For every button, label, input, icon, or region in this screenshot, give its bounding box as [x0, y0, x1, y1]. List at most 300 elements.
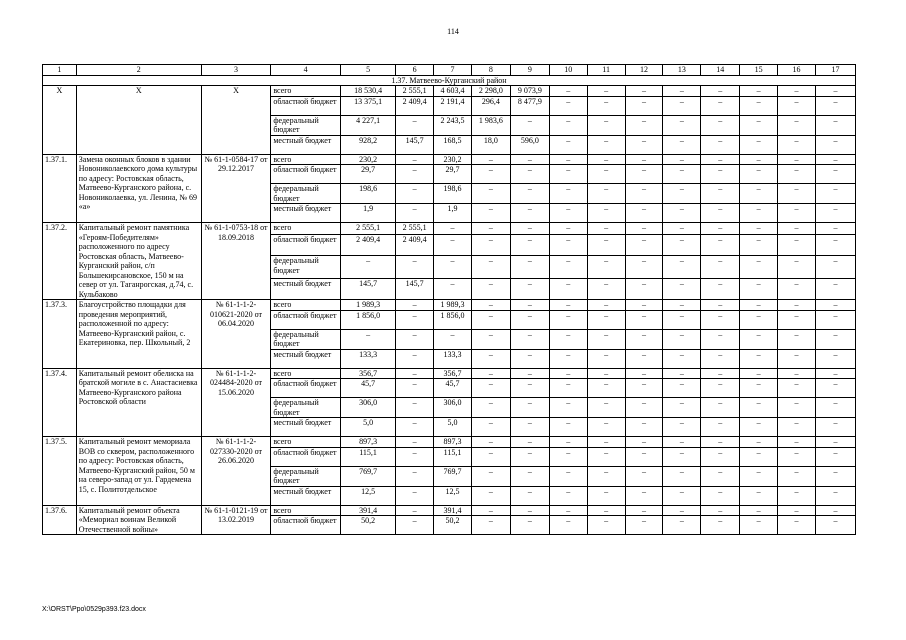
amount-cell: – — [587, 300, 625, 311]
amount-cell: – — [625, 516, 663, 535]
amount-cell: – — [815, 466, 855, 486]
amount-cell: – — [663, 300, 701, 311]
amount-cell: – — [701, 505, 740, 516]
funding-source: областной бюджет — [271, 310, 341, 329]
amount-cell: – — [471, 516, 510, 535]
amount-cell: – — [815, 516, 855, 535]
amount-cell: – — [549, 96, 587, 115]
amount-cell: – — [549, 278, 587, 299]
amount-cell: – — [815, 379, 855, 398]
amount-cell: 45,7 — [340, 379, 395, 398]
amount-cell: – — [701, 310, 740, 329]
amount-cell: – — [549, 165, 587, 184]
amount-cell: – — [740, 204, 778, 223]
amount-cell: – — [549, 234, 587, 255]
amount-cell: – — [587, 256, 625, 278]
amount-cell: – — [701, 516, 740, 535]
funding-source: областной бюджет — [271, 96, 341, 115]
column-number: 16 — [778, 65, 816, 76]
amount-cell: – — [740, 505, 778, 516]
amount-cell: – — [510, 368, 549, 379]
table-row — [43, 300, 856, 311]
object-name: Капитальный ремонт памятника «Героям-Победителям» расположенного по адресу Ростовская область, Матвеево-Курганский район, с/п Большекирсановское, 150 м на север от ул. Таганрогская, д.74, с. Кульбаково — [76, 223, 201, 300]
column-number: 8 — [471, 65, 510, 76]
amount-cell: – — [740, 368, 778, 379]
section-title: 1.37. Матвеево-Курганский район — [43, 75, 856, 86]
amount-cell: – — [701, 300, 740, 311]
amount-cell: – — [815, 86, 855, 97]
amount-cell: – — [740, 379, 778, 398]
amount-cell: – — [815, 135, 855, 154]
amount-cell: – — [587, 86, 625, 97]
amount-cell: – — [625, 437, 663, 448]
amount-cell: 50,2 — [434, 516, 472, 535]
amount-cell: – — [587, 310, 625, 329]
amount-cell: – — [510, 300, 549, 311]
amount-cell: 1 989,3 — [434, 300, 472, 311]
amount-cell: – — [471, 256, 510, 278]
amount-cell: – — [510, 486, 549, 505]
amount-cell: – — [549, 204, 587, 223]
amount-cell: 2 409,4 — [396, 96, 434, 115]
amount-cell: – — [701, 368, 740, 379]
amount-cell: – — [740, 96, 778, 115]
amount-cell: – — [740, 135, 778, 154]
amount-cell: – — [663, 505, 701, 516]
amount-cell: – — [471, 418, 510, 437]
amount-cell: 356,7 — [340, 368, 395, 379]
column-number: 10 — [549, 65, 587, 76]
amount-cell: – — [471, 447, 510, 466]
amount-cell: – — [510, 466, 549, 486]
amount-cell: 145,7 — [396, 135, 434, 154]
amount-cell: – — [778, 154, 816, 165]
amount-cell: – — [778, 184, 816, 204]
amount-cell: – — [396, 505, 434, 516]
amount-cell: – — [815, 368, 855, 379]
funding-source: всего — [271, 437, 341, 448]
amount-cell: – — [587, 184, 625, 204]
amount-cell: – — [625, 86, 663, 97]
amount-cell: – — [663, 329, 701, 349]
amount-cell: – — [663, 437, 701, 448]
amount-cell: – — [396, 486, 434, 505]
amount-cell: – — [549, 379, 587, 398]
amount-cell: – — [663, 234, 701, 255]
amount-cell: – — [663, 466, 701, 486]
amount-cell: – — [625, 398, 663, 418]
amount-cell: 2 555,1 — [396, 223, 434, 235]
amount-cell: – — [815, 349, 855, 368]
item-number: 1.37.3. — [43, 300, 77, 369]
amount-cell: 133,3 — [434, 349, 472, 368]
amount-cell: – — [701, 256, 740, 278]
table-row — [43, 223, 856, 235]
column-number: 2 — [76, 65, 201, 76]
table-row — [43, 437, 856, 448]
amount-cell: – — [663, 398, 701, 418]
amount-cell: – — [778, 368, 816, 379]
amount-cell: – — [471, 234, 510, 255]
amount-cell: – — [471, 310, 510, 329]
column-number: 6 — [396, 65, 434, 76]
amount-cell: – — [549, 466, 587, 486]
amount-cell: 769,7 — [434, 466, 472, 486]
amount-cell: – — [396, 329, 434, 349]
amount-cell: – — [740, 115, 778, 135]
amount-cell: – — [778, 135, 816, 154]
amount-cell: – — [549, 223, 587, 235]
amount-cell: 18 530,4 — [340, 86, 395, 97]
amount-cell: 50,2 — [340, 516, 395, 535]
amount-cell: – — [740, 86, 778, 97]
funding-source: местный бюджет — [271, 486, 341, 505]
amount-cell: – — [510, 437, 549, 448]
funding-source: местный бюджет — [271, 135, 341, 154]
amount-cell: – — [778, 234, 816, 255]
amount-cell: 306,0 — [434, 398, 472, 418]
funding-source: местный бюджет — [271, 349, 341, 368]
amount-cell: – — [587, 154, 625, 165]
amount-cell: – — [701, 486, 740, 505]
amount-cell: – — [815, 418, 855, 437]
amount-cell: 769,7 — [340, 466, 395, 486]
amount-cell: 12,5 — [340, 486, 395, 505]
amount-cell: – — [587, 115, 625, 135]
amount-cell: – — [549, 310, 587, 329]
amount-cell: – — [340, 256, 395, 278]
amount-cell: 2 243,5 — [434, 115, 472, 135]
amount-cell: 4 603,4 — [434, 86, 472, 97]
amount-cell: – — [625, 379, 663, 398]
column-number: 4 — [271, 65, 341, 76]
amount-cell: – — [740, 329, 778, 349]
amount-cell: – — [815, 165, 855, 184]
amount-cell: – — [396, 379, 434, 398]
amount-cell: – — [549, 184, 587, 204]
funding-source: областной бюджет — [271, 447, 341, 466]
amount-cell: – — [740, 256, 778, 278]
amount-cell: – — [549, 398, 587, 418]
amount-cell: – — [587, 516, 625, 535]
amount-cell: – — [510, 165, 549, 184]
doc-number: № 61-1-1-2-010621-2020 от 06.04.2020 — [201, 300, 271, 369]
amount-cell: – — [663, 516, 701, 535]
amount-cell: – — [396, 154, 434, 165]
amount-cell: – — [701, 165, 740, 184]
amount-cell: – — [625, 349, 663, 368]
amount-cell: – — [434, 256, 472, 278]
amount-cell: – — [815, 278, 855, 299]
amount-cell: – — [740, 310, 778, 329]
funding-source: федеральный бюджет — [271, 115, 341, 135]
column-number: 11 — [587, 65, 625, 76]
amount-cell: – — [740, 466, 778, 486]
amount-cell: – — [587, 278, 625, 299]
amount-cell: – — [625, 329, 663, 349]
table-row — [43, 86, 856, 97]
amount-cell: – — [396, 447, 434, 466]
amount-cell: – — [663, 256, 701, 278]
amount-cell: – — [740, 223, 778, 235]
amount-cell: – — [510, 418, 549, 437]
amount-cell: – — [587, 165, 625, 184]
amount-cell: 356,7 — [434, 368, 472, 379]
amount-cell: – — [778, 96, 816, 115]
amount-cell: – — [471, 184, 510, 204]
amount-cell: – — [663, 349, 701, 368]
object-name: Замена оконных блоков в здании Новониколаевского дома культуры по адресу: Ростовская область, Матвеево-Курганского района, с. Новониколаевка, ул. Ленина, № 69 «а» — [76, 154, 201, 223]
column-number: 15 — [740, 65, 778, 76]
amount-cell: – — [549, 115, 587, 135]
funding-source: всего — [271, 154, 341, 165]
amount-cell: – — [587, 466, 625, 486]
amount-cell: 145,7 — [396, 278, 434, 299]
amount-cell: – — [625, 135, 663, 154]
amount-cell: – — [625, 154, 663, 165]
amount-cell: – — [396, 437, 434, 448]
amount-cell: – — [663, 418, 701, 437]
budget-table — [42, 64, 856, 535]
file-path: X:\ORST\Ppo\0529p393.f23.docx — [42, 606, 146, 613]
funding-source: областной бюджет — [271, 234, 341, 255]
amount-cell: 198,6 — [340, 184, 395, 204]
amount-cell: – — [778, 86, 816, 97]
amount-cell: 2 555,1 — [396, 86, 434, 97]
amount-cell: – — [396, 466, 434, 486]
amount-cell: – — [510, 329, 549, 349]
amount-cell: – — [396, 418, 434, 437]
amount-cell: – — [740, 349, 778, 368]
amount-cell: – — [663, 184, 701, 204]
amount-cell: – — [587, 234, 625, 255]
amount-cell: – — [663, 204, 701, 223]
amount-cell: 897,3 — [340, 437, 395, 448]
amount-cell: – — [549, 437, 587, 448]
amount-cell: 8 477,9 — [510, 96, 549, 115]
amount-cell: – — [396, 516, 434, 535]
amount-cell: – — [510, 184, 549, 204]
amount-cell: 2 191,4 — [434, 96, 472, 115]
amount-cell: – — [625, 256, 663, 278]
amount-cell: 1 983,6 — [471, 115, 510, 135]
amount-cell: – — [663, 165, 701, 184]
amount-cell: – — [625, 447, 663, 466]
funding-source: областной бюджет — [271, 516, 341, 535]
amount-cell: – — [778, 329, 816, 349]
amount-cell: – — [663, 310, 701, 329]
amount-cell: – — [434, 329, 472, 349]
amount-cell: – — [740, 300, 778, 311]
amount-cell: 1 856,0 — [434, 310, 472, 329]
amount-cell: – — [815, 329, 855, 349]
funding-source: областной бюджет — [271, 165, 341, 184]
amount-cell: – — [778, 466, 816, 486]
amount-cell: 168,5 — [434, 135, 472, 154]
amount-cell: – — [740, 486, 778, 505]
object-name: Капитальный ремонт обелиска на братской могиле в с. Анастасиевка Матвеево-Курганского района Ростовской области — [76, 368, 201, 437]
amount-cell: – — [663, 86, 701, 97]
amount-cell: – — [740, 165, 778, 184]
amount-cell: – — [587, 447, 625, 466]
amount-cell: – — [740, 184, 778, 204]
amount-cell: 1,9 — [340, 204, 395, 223]
amount-cell: – — [815, 223, 855, 235]
amount-cell: – — [625, 300, 663, 311]
amount-cell: – — [663, 447, 701, 466]
amount-cell: 2 298,0 — [471, 86, 510, 97]
amount-cell: 2 555,1 — [340, 223, 395, 235]
amount-cell: – — [701, 154, 740, 165]
column-number: 5 — [340, 65, 395, 76]
column-number: 9 — [510, 65, 549, 76]
amount-cell: – — [778, 437, 816, 448]
amount-cell: – — [778, 418, 816, 437]
amount-cell: – — [510, 154, 549, 165]
amount-cell: – — [510, 516, 549, 535]
amount-cell: – — [396, 115, 434, 135]
amount-cell: – — [815, 437, 855, 448]
amount-cell: 9 073,9 — [510, 86, 549, 97]
amount-cell: – — [625, 310, 663, 329]
amount-cell: – — [587, 437, 625, 448]
amount-cell: 13 375,1 — [340, 96, 395, 115]
amount-cell: 230,2 — [434, 154, 472, 165]
amount-cell: – — [549, 135, 587, 154]
amount-cell: – — [549, 447, 587, 466]
amount-cell: – — [471, 486, 510, 505]
amount-cell: – — [625, 278, 663, 299]
amount-cell: – — [778, 165, 816, 184]
amount-cell: – — [471, 379, 510, 398]
amount-cell: – — [587, 223, 625, 235]
amount-cell: 5,0 — [434, 418, 472, 437]
amount-cell: – — [778, 300, 816, 311]
object-name: Капитальный ремонт мемориала ВОВ со сквером, расположенного по адресу: Ростовская область, Матвеево-Курганский район, 50 м на северо-запад от ул. Гардемена 15, с. Политотдельское — [76, 437, 201, 506]
amount-cell: 115,1 — [340, 447, 395, 466]
amount-cell: – — [815, 398, 855, 418]
amount-cell: – — [625, 184, 663, 204]
amount-cell: 18,0 — [471, 135, 510, 154]
funding-source: федеральный бюджет — [271, 256, 341, 278]
amount-cell: – — [587, 379, 625, 398]
amount-cell: – — [701, 223, 740, 235]
funding-source: местный бюджет — [271, 204, 341, 223]
amount-cell: – — [396, 300, 434, 311]
amount-cell: – — [815, 310, 855, 329]
amount-cell: – — [663, 486, 701, 505]
amount-cell: – — [510, 278, 549, 299]
funding-source: всего — [271, 223, 341, 235]
amount-cell: – — [778, 115, 816, 135]
amount-cell: 928,2 — [340, 135, 395, 154]
amount-cell: – — [740, 278, 778, 299]
amount-cell: – — [510, 349, 549, 368]
amount-cell: – — [549, 349, 587, 368]
object-name: Благоустройство площадки для проведения мероприятий, расположенной по адресу: Матвеево-Курганский район, с. Екатериновка, пер. Школьный, 2 — [76, 300, 201, 369]
amount-cell: 5,0 — [340, 418, 395, 437]
amount-cell: 391,4 — [434, 505, 472, 516]
amount-cell: – — [471, 204, 510, 223]
amount-cell: – — [471, 165, 510, 184]
amount-cell: – — [815, 256, 855, 278]
amount-cell: – — [701, 86, 740, 97]
doc-number: № 61-1-1-2-027330-2020 от 26.06.2020 — [201, 437, 271, 506]
funding-source: местный бюджет — [271, 278, 341, 299]
amount-cell: – — [778, 447, 816, 466]
amount-cell: – — [587, 96, 625, 115]
funding-source: федеральный бюджет — [271, 398, 341, 418]
amount-cell: – — [815, 486, 855, 505]
amount-cell: – — [625, 466, 663, 486]
doc-number: № 61-1-0584-17 от 29.12.2017 — [201, 154, 271, 223]
amount-cell: – — [701, 135, 740, 154]
amount-cell: – — [471, 223, 510, 235]
item-number: X — [43, 86, 77, 155]
amount-cell: – — [815, 505, 855, 516]
amount-cell: – — [778, 398, 816, 418]
amount-cell: – — [549, 86, 587, 97]
amount-cell: – — [815, 234, 855, 255]
amount-cell: – — [701, 466, 740, 486]
amount-cell: – — [549, 154, 587, 165]
column-number: 3 — [201, 65, 271, 76]
amount-cell: – — [625, 96, 663, 115]
amount-cell: – — [549, 329, 587, 349]
amount-cell: 230,2 — [340, 154, 395, 165]
amount-cell: – — [701, 184, 740, 204]
amount-cell: – — [663, 368, 701, 379]
column-number: 14 — [701, 65, 740, 76]
amount-cell: 1 856,0 — [340, 310, 395, 329]
amount-cell: 133,3 — [340, 349, 395, 368]
amount-cell: – — [815, 447, 855, 466]
doc-number: № 61-1-0121-19 от 13.02.2019 — [201, 505, 271, 535]
amount-cell: – — [625, 115, 663, 135]
amount-cell: – — [625, 165, 663, 184]
amount-cell: – — [587, 204, 625, 223]
funding-source: всего — [271, 86, 341, 97]
amount-cell: – — [510, 115, 549, 135]
amount-cell: – — [778, 204, 816, 223]
amount-cell: – — [815, 96, 855, 115]
doc-number: № 61-1-1-2-024484-2020 от 15.06.2020 — [201, 368, 271, 437]
amount-cell: – — [396, 398, 434, 418]
amount-cell: – — [625, 368, 663, 379]
funding-source: федеральный бюджет — [271, 329, 341, 349]
amount-cell: – — [396, 184, 434, 204]
amount-cell: – — [701, 96, 740, 115]
amount-cell: – — [510, 204, 549, 223]
amount-cell: 296,4 — [471, 96, 510, 115]
amount-cell: 2 409,4 — [340, 234, 395, 255]
amount-cell: – — [815, 300, 855, 311]
amount-cell: – — [740, 447, 778, 466]
amount-cell: – — [701, 398, 740, 418]
column-number: 7 — [434, 65, 472, 76]
amount-cell: – — [701, 234, 740, 255]
amount-cell: – — [396, 349, 434, 368]
amount-cell: 1,9 — [434, 204, 472, 223]
column-number: 17 — [815, 65, 855, 76]
amount-cell: – — [740, 234, 778, 255]
amount-cell: – — [663, 115, 701, 135]
column-number: 13 — [663, 65, 701, 76]
amount-cell: – — [587, 486, 625, 505]
amount-cell: – — [778, 223, 816, 235]
amount-cell: 2 409,4 — [396, 234, 434, 255]
amount-cell: – — [471, 154, 510, 165]
